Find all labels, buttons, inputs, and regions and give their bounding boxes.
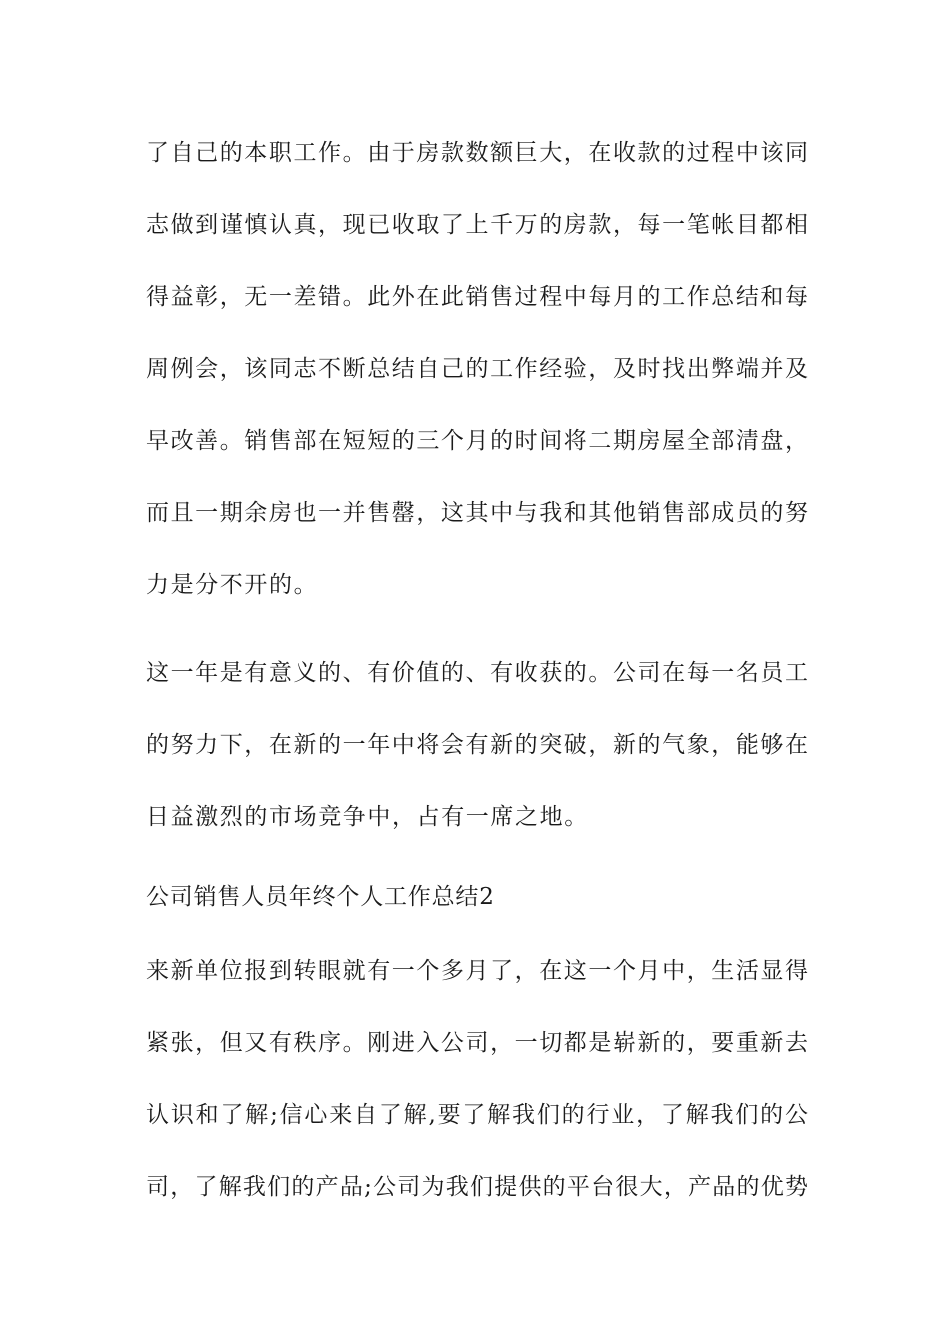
paragraph-line: 志做到谨慎认真，现已收取了上千万的房款，每一笔帐目都相 [146,212,808,238]
paragraph-line: 而且一期余房也一并售罄，这其中与我和其他销售部成员的努 [146,500,808,526]
section-heading: 公司销售人员年终个人工作总结2 [146,884,495,910]
paragraph-line: 认识和了解;信心来自了解,要了解我们的行业，了解我们的公 [146,1102,808,1128]
paragraph-line: 司，了解我们的产品;公司为我们提供的平台很大，产品的优势 [146,1174,808,1200]
paragraph-line: 日益激烈的市场竞争中，占有一席之地。 [146,804,589,830]
paragraph-line: 得益彰，无一差错。此外在此销售过程中每月的工作总结和每 [146,284,808,310]
paragraph-line: 早改善。销售部在短短的三个月的时间将二期房屋全部清盘， [146,428,808,454]
paragraph-line: 这一年是有意义的、有价值的、有收获的。公司在每一名员工 [146,660,808,686]
paragraph-line: 了自己的本职工作。由于房款数额巨大，在收款的过程中该同 [146,140,808,166]
paragraph-line: 来新单位报到转眼就有一个多月了，在这一个月中，生活显得 [146,958,808,984]
paragraph-line: 力是分不开的。 [146,572,319,598]
paragraph-line: 的努力下，在新的一年中将会有新的突破，新的气象，能够在 [146,732,808,758]
paragraph-line: 紧张，但又有秩序。刚进入公司，一切都是崭新的，要重新去 [146,1030,808,1056]
paragraph-line: 周例会，该同志不断总结自己的工作经验，及时找出弊端并及 [146,356,808,382]
